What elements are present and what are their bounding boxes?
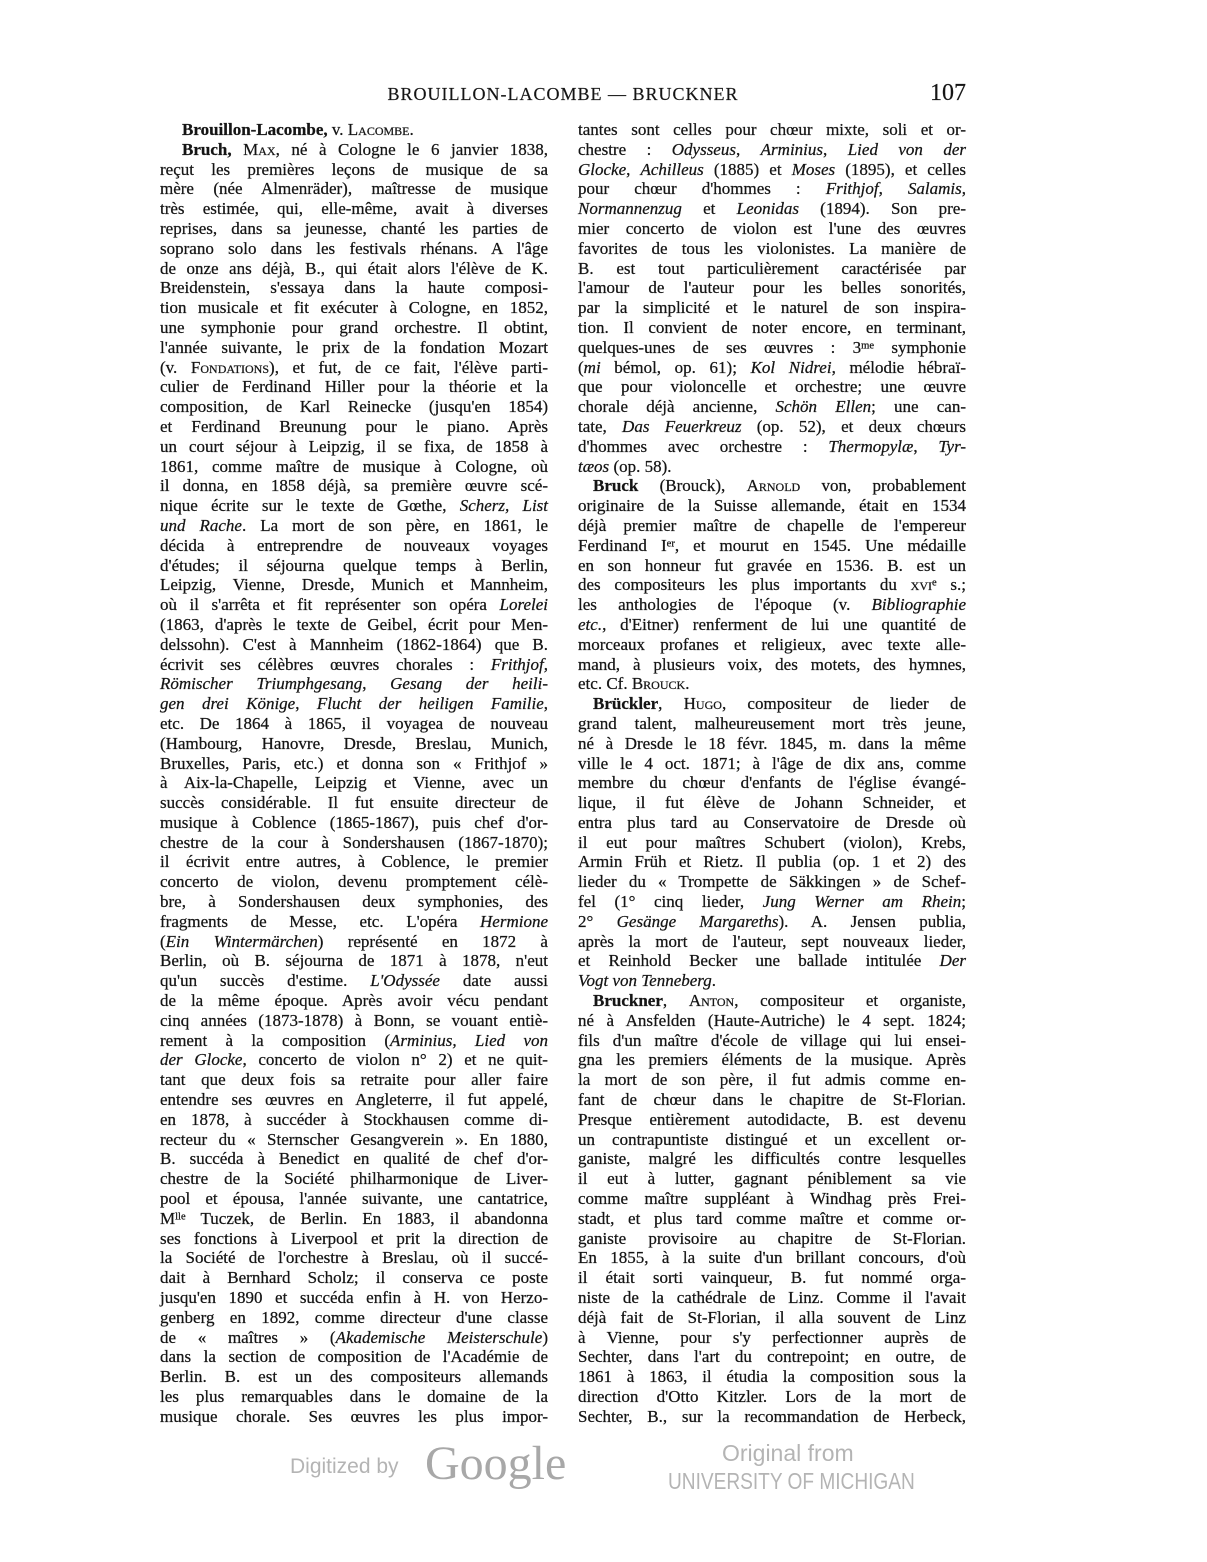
text-run: , compositeur et organiste, [734, 991, 967, 1011]
text-run: , [823, 139, 848, 159]
text-line: de la même époque. Après avoir vécu pendant [160, 991, 548, 1011]
text-run: , [295, 694, 317, 714]
text-line: (1863, d'après le texte de Geibel, écrit pour Men- [160, 614, 548, 634]
text-run: etc. Cf. [578, 674, 632, 694]
italic-title: Ein Wintermärchen [165, 931, 318, 951]
text-line: en 1878, à succéder à Stockhausen comme di- [160, 1109, 548, 1129]
text-line: Breidenstein, s'essaya dans la haute composi- [160, 278, 548, 298]
text-line: de onze ans déjà, B., qui était alors l'élève de K. [160, 258, 548, 278]
text-line: né à Ansfelden (Haute-Autriche) le 4 sept. 1824; [578, 1010, 966, 1030]
text-line [578, 912, 966, 932]
text-run: (1894). Son pre- [798, 199, 966, 219]
text-line: né à Dresde le 18 févr. 1845, m. dans la même [578, 733, 966, 753]
text-line: la Société de l'orchestre à Breslau, où il succé- [160, 1248, 548, 1268]
text-line [578, 674, 966, 694]
text-line: ganiste, malgré les difficultés contre lesquelles [578, 1149, 966, 1169]
text-line: chestre de la cour à Sondershausen (1867-1870); [160, 832, 548, 852]
text-run: pour chœur d'hommes : [578, 179, 826, 199]
text-line [578, 437, 966, 457]
text-run: ) [542, 1327, 548, 1347]
text-run: des compositeurs les plus importants du [578, 575, 911, 595]
italic-title: Frithjof [825, 179, 879, 199]
text-line: il eut pour maîtres Schubert (violon), Krebs, [578, 832, 966, 852]
text-run: rement à la composition ( [160, 1030, 390, 1050]
text-run: ; une can- [871, 397, 966, 417]
text-line [578, 951, 966, 971]
text-run: . La mort de son père, en 1861, le [241, 515, 548, 535]
text-line: Armin Früh et Rietz. Il publia (op. 1 et 2) des [578, 852, 966, 872]
entry-bruck [578, 476, 966, 694]
text-line: culier de Ferdinand Hiller pour la théorie et la [160, 377, 548, 397]
text-line: dait à Bernhard Scholz; il conserva ce poste [160, 1268, 548, 1288]
text-run: 2° [578, 911, 617, 931]
text-line: tion. Il convient de noter encore, en terminant, [578, 317, 966, 337]
italic-title: Glocke [578, 159, 627, 179]
text-line: lique, il fut élève de Johann Schneider, et [578, 793, 966, 813]
text-line: tion musicale et fit exécuter à Cologne, en 1852, [160, 298, 548, 318]
text-run: chestre : [578, 139, 672, 159]
text-run: . [409, 120, 414, 139]
italic-title: etc. [578, 614, 603, 634]
text-run: v. [327, 120, 348, 139]
text-line: décida à entreprendre de nouveaux voyages [160, 535, 548, 555]
text-line: il était sorti vainqueur, B. fut nommé orga- [578, 1268, 966, 1288]
superscript: me [861, 340, 875, 352]
text-line: succès considérable. Il fut ensuite directeur de [160, 793, 548, 813]
running-title: BROUILLON-LACOMBE — BRUCKNER [387, 84, 739, 104]
italic-title: Odysseus [671, 139, 736, 159]
text-run: , [735, 139, 761, 159]
text-line: que pour violoncelle et orchestre; une œuvre [578, 377, 966, 397]
headword: Brückler [593, 694, 659, 714]
text-run: (1885) et [703, 159, 792, 179]
italic-title: mi [583, 357, 601, 377]
italic-title: gen drei Könige [160, 694, 296, 714]
text-line: delssohn). C'est à Mannheim (1862-1864) que B. [160, 634, 548, 654]
entry-bruch [160, 140, 548, 1427]
text-line [578, 476, 966, 496]
text-line: il eut à lutter, gagnant péniblement sa vie [578, 1169, 966, 1189]
text-line [160, 516, 548, 536]
text-line [578, 199, 966, 219]
text-line: 1861 à 1863, il étudia la composition sous la [578, 1367, 966, 1387]
text-run: (op. 52), et deux chœurs [741, 416, 966, 436]
right-column [578, 120, 966, 1427]
text-run: et Reinhold Becker une ballade intitulée [578, 951, 940, 971]
italic-title: Jung Werner am Rhein [762, 892, 962, 912]
text-line: favorites de tous les violonistes. La manière de [578, 238, 966, 258]
text-line [578, 179, 966, 199]
text-line: gna les premiers éléments de la musique. Après [578, 1050, 966, 1070]
italic-title: Der [939, 951, 966, 971]
text-line: grand talent, malheureusement mort très jeune, [578, 713, 966, 733]
text-run: , [662, 991, 689, 1011]
text-line [160, 1328, 548, 1348]
text-line: dans la section de composition de l'Académie de [160, 1347, 548, 1367]
text-run: fragments de Messe, etc. L'opéra [160, 911, 481, 931]
institution-label: UNIVERSITY OF MICHIGAN [668, 1468, 915, 1494]
text-line: tant que deux fois sa retraite pour aller faire [160, 1070, 548, 1090]
text-run: de « maîtres » ( [160, 1327, 336, 1347]
small-caps-name: Fondations [190, 357, 270, 377]
original-from-label: Original from [722, 1440, 854, 1466]
italic-title: Salamis [907, 179, 962, 199]
italic-title: Thermopylæ [828, 436, 914, 456]
text-line: très estimée, qui, elle-même, avait à diverses [160, 199, 548, 219]
text-line: par la simplicité et le naturel de son inspira- [578, 298, 966, 318]
text-line [578, 358, 966, 378]
italic-title: Lied von der [847, 139, 967, 159]
text-line: mier concerto de violon est l'une des œuvres [578, 218, 966, 238]
text-run: , [913, 436, 939, 456]
text-line [160, 932, 548, 952]
text-line: lieder du « Trompette de Säkkingen » de Schef- [578, 872, 966, 892]
text-run: , [961, 179, 966, 199]
text-line: originaire de la Suisse allemande, était en 1534 [578, 496, 966, 516]
text-line: les plus remarquables dans le domaine de la [160, 1387, 548, 1406]
text-line: tantes sont celles pour chœur mixte, soli et or- [578, 120, 966, 139]
text-line [578, 615, 966, 635]
text-line: un contrapuntiste distingué et un excellent or- [578, 1129, 966, 1149]
italic-title: Moses [791, 159, 836, 179]
text-run: , [878, 179, 908, 199]
text-run: (op. 58). [609, 456, 672, 476]
entry-bruch-continued [578, 120, 966, 476]
text-run: quelques-unes de ses œuvres : 3 [578, 337, 862, 357]
text-run: où il s'arrêta et fit représenter son opéra [160, 595, 500, 615]
text-run: ) représenté en 1872 à [317, 931, 548, 951]
text-line: soprano solo dans les festivals rhénans. A l'âge [160, 238, 548, 258]
text-line: cinq années (1873-1878) à Bonn, se vouant entiè- [160, 1010, 548, 1030]
text-line [160, 674, 548, 694]
text-run: , d'Eitner) renferment de lui une quantité de [602, 614, 966, 634]
text-line: reprises, dans sa jeunesse, chanté les parties de [160, 218, 548, 238]
italic-title: Achilleus [640, 159, 704, 179]
text-line: morceaux profanes et religieux, avec texte alle- [578, 634, 966, 654]
text-line: musique chorale. Ses œuvres les plus impor- [160, 1406, 548, 1426]
text-line: d'études; il séjourna quelque temps à Berlin, [160, 555, 548, 575]
text-line [160, 694, 548, 714]
text-line: Berlin, où B. séjourna de 1871 à 1878, n'eut [160, 951, 548, 971]
text-line: genberg en 1892, comme directeur d'une classe [160, 1307, 548, 1327]
text-line: à Aix-la-Chapelle, Leipzig et Vienne, avec un [160, 773, 548, 793]
text-run: ; [961, 892, 966, 912]
headword: Bruckner [593, 991, 663, 1011]
left-column [160, 120, 548, 1427]
text-run: . [711, 971, 717, 991]
small-caps-name: xvi [910, 575, 932, 595]
superscript: e [931, 577, 937, 589]
text-line: déjà fait de St-Florian, il alla souvent de Linz [578, 1307, 966, 1327]
text-line: chestre de la Société philharmonique de Liver- [160, 1169, 548, 1189]
text-line [160, 120, 548, 140]
text-line: fant de chœur dans le chapitre de St-Florian. [578, 1090, 966, 1110]
text-line: en son honneur fut gravée en 1536. B. est un [578, 555, 966, 575]
text-run: s.; [936, 575, 966, 595]
text-line: ganiste provisoire au chapitre de St-Florian. [578, 1228, 966, 1248]
text-line [160, 358, 548, 378]
google-logo: Google [425, 1437, 567, 1490]
text-line: direction d'Otto Kitzler. Lors de la mort de [578, 1387, 966, 1406]
text-line: recteur du « Sternscher Gesangverein ». En 1880, [160, 1129, 548, 1149]
small-caps-name: Max [243, 139, 276, 159]
text-run: , né à Cologne le 6 janvier 1838, [275, 139, 549, 159]
text-line: B. est tout particulièrement caractérisée par [578, 258, 966, 278]
text-line: bre, à Sondershausen deux symphonies, des [160, 892, 548, 912]
text-line [578, 457, 966, 477]
text-run: les anthologies de l'époque (v. [578, 595, 872, 615]
small-caps-name: Arnold [746, 476, 801, 496]
text-line: concerto de violon, devenu promptement célè- [160, 872, 548, 892]
italic-title: Gesang der heili- [390, 674, 549, 694]
text-run: , [658, 694, 684, 714]
small-caps-name: Anton [688, 991, 735, 1011]
text-line: un court séjour à Leipzig, il se fixa, de 1858 à [160, 436, 548, 456]
text-run: ), et fut, de ce fait, l'élève parti- [269, 357, 548, 377]
text-run: , concerto de violon n° 2) et ne quit- [242, 1050, 548, 1070]
entry-bruckler [578, 694, 966, 991]
text-run: fel (1° cinq lieder, [578, 892, 763, 912]
text-run: , [543, 694, 549, 714]
text-line [578, 971, 966, 991]
italic-title: Normannenzug [578, 199, 682, 219]
text-run: et [681, 199, 737, 219]
headword: Bruck [593, 476, 639, 496]
text-line: entendre ses œuvres en Angleterre, il fut appelé, [160, 1090, 548, 1110]
text-line [160, 496, 548, 516]
text-run: symphonie [874, 337, 966, 357]
small-caps-name: Brouck [631, 674, 686, 694]
italic-title: Schön Ellen [775, 397, 872, 417]
text-line: niste de la cathédrale de Linz. Comme il l'avait [578, 1288, 966, 1308]
text-line [578, 892, 966, 912]
text-line [160, 1050, 548, 1070]
italic-title: Gesänge Margareths [616, 911, 779, 931]
text-line [578, 160, 966, 180]
text-line: déjà premier maître de chapelle de l'empereur [578, 515, 966, 535]
text-line [160, 971, 548, 991]
text-line: ville le 4 oct. 1871; à l'âge de dix ans, comme [578, 753, 966, 773]
text-line: Sechter, dans l'art du contrepoint; en outre, de [578, 1347, 966, 1367]
italic-title: Arminius [760, 139, 824, 159]
italic-title: Das Feuerkreuz [622, 416, 742, 436]
text-line: Bruxelles, Paris, etc.) et donna son « Frithjof » [160, 753, 548, 773]
text-run: bémol, op. 61); [600, 357, 751, 377]
text-line: l'amour de l'auteur pour les belles sonorités, [578, 278, 966, 298]
text-run: (Brouck), [638, 476, 747, 496]
text-run: chorale déjà ancienne, [578, 397, 776, 417]
italic-title: und Rache [160, 515, 242, 535]
italic-title: Lorelei [499, 595, 548, 615]
entry-brouillon-lacombe [160, 120, 548, 140]
text-line: Presque entièrement autodidacte, B. est devenu [578, 1109, 966, 1129]
text-line: une symphonie pour grand orchestre. Il obtint, [160, 317, 548, 337]
text-run: Tuczek, de Berlin. En 1883, il abandonna [185, 1208, 548, 1228]
text-run: (v. [160, 357, 191, 377]
text-line: jusqu'en 1890 et succéda enfin à H. von Herzo- [160, 1288, 548, 1308]
text-line: B. succéda à Benedict en qualité de chef d'or- [160, 1149, 548, 1169]
text-line [578, 991, 966, 1011]
text-line: mand, à plusieurs voix, des motets, des hymnes, [578, 654, 966, 674]
italic-title: Vogt von Tenneberg [578, 971, 712, 991]
text-run: (1895), et celles [835, 159, 967, 179]
text-line [160, 655, 548, 675]
text-run: ( [578, 357, 584, 377]
text-line: membre du chœur d'enfants de l'église évangé- [578, 773, 966, 793]
italic-title: Römischer Triumphgesang [160, 674, 363, 694]
text-line: etc. De 1864 à 1865, il voyagea de nouveau [160, 713, 548, 733]
text-line: ses fonctions à Liverpool et prit la direction de [160, 1228, 548, 1248]
text-line [578, 595, 966, 615]
text-run: , compositeur de lieder de [721, 694, 967, 714]
text-line [160, 595, 548, 615]
text-line: l'année suivante, le prix de la fondation Mozart [160, 337, 548, 357]
italic-title: Hermione [480, 911, 548, 931]
text-line: Leipzig, Vienne, Dresde, Munich et Mannheim, [160, 575, 548, 595]
text-line: reçut les premières leçons de musique de sa [160, 159, 548, 179]
entry-bruckner [578, 991, 966, 1427]
text-line [578, 536, 966, 556]
text-run [232, 140, 244, 159]
text-line: pool et épousa, l'année suivante, une cantatrice, [160, 1189, 548, 1209]
italic-title: tæos [578, 456, 610, 476]
text-line: fils d'un maître d'école de village qui lui ensei- [578, 1030, 966, 1050]
italic-title: Flucht der heiligen Familie [316, 694, 544, 714]
text-line: à Vienne, pour s'y perfectionner auprès de [578, 1327, 966, 1347]
text-run: qu'un succès d'estime. [160, 971, 371, 991]
text-run: Ferdinand I [578, 535, 667, 555]
small-caps-name: Lacombe [347, 120, 410, 139]
text-line: musique à Coblence (1865-1867), puis chef d'or- [160, 812, 548, 832]
small-caps-name: Hugo [683, 694, 722, 714]
italic-title: Frithjof, [490, 654, 548, 674]
text-line: il donna, en 1858 déjà, sa première œuvre scé- [160, 476, 548, 496]
headword: Bruch, [182, 139, 232, 159]
text-line: (Hambourg, Hanovre, Dresde, Breslau, Munich, [160, 733, 548, 753]
italic-title: Tyr- [938, 436, 967, 456]
superscript: er [666, 538, 675, 550]
text-run: . [685, 674, 690, 694]
text-line: Berlin. B. est un des compositeurs allemands [160, 1367, 548, 1387]
superscript: lle [175, 1211, 186, 1223]
text-run: ). A. Jensen publia, [778, 911, 966, 931]
text-line [160, 1209, 548, 1229]
text-line [160, 912, 548, 932]
text-line [578, 575, 966, 595]
text-line: la mort de son père, il fut admis comme en- [578, 1070, 966, 1090]
text-line: composition, de Karl Reinecke (jusqu'en 1854) [160, 397, 548, 417]
text-run: écrivit ses célèbres œuvres chorales : [160, 654, 491, 674]
text-line: 1861, comme maître de musique à Cologne, où [160, 456, 548, 476]
text-line [578, 417, 966, 437]
text-line [578, 694, 966, 714]
text-run: tate, [578, 416, 623, 436]
italic-title: der Glocke [160, 1050, 243, 1070]
text-line: En 1855, à la suite d'un brillant concours, d'où [578, 1248, 966, 1268]
text-run: , [362, 674, 391, 694]
text-run: date aussi [439, 971, 548, 991]
text-run: d'hommes avec orchestre : [578, 436, 829, 456]
page-number: 107 [930, 80, 966, 106]
text-run: von, probablement [800, 476, 967, 496]
italic-title: Scherz, List [459, 496, 549, 516]
text-line: stadt, et plus tard comme maître et comme or- [578, 1208, 966, 1228]
text-run: ( [160, 931, 166, 951]
text-line: mère (née Almenräder), maîtresse de musique [160, 179, 548, 199]
italic-title: Arminius, Lied von [390, 1030, 548, 1050]
italic-title: Kol Nidrei [750, 357, 832, 377]
text-line [578, 338, 966, 358]
text-run: , [626, 159, 641, 179]
text-run: nique écrite sur le texte de Gœthe, [160, 496, 460, 516]
text-line: il écrivit entre autres, à Coblence, le premier [160, 852, 548, 872]
italic-title: Bibliographie [871, 595, 966, 615]
digitized-by-label: Digitized by [290, 1455, 399, 1478]
text-run: , mélodie hébraï- [831, 357, 966, 377]
italic-title: Leonidas [736, 199, 799, 219]
text-line: et Ferdinand Breunung pour le piano. Après [160, 416, 548, 436]
text-line: comme maître suppléant à Windhag près Frei- [578, 1189, 966, 1209]
headword: Brouillon-Lacombe, [182, 120, 328, 139]
italic-title: L'Odyssée [370, 971, 440, 991]
text-line [160, 140, 548, 160]
text-run: , et mourut en 1545. Une médaille [674, 535, 966, 555]
text-line: entra plus tard au Conservatoire de Dresde où [578, 812, 966, 832]
text-line: Sechter, B., sur la recommandation de Herbeck, [578, 1406, 966, 1426]
text-line [160, 1031, 548, 1051]
text-line [578, 140, 966, 160]
text-line [578, 397, 966, 417]
text-line: après la mort de l'auteur, sept nouveaux lieder, [578, 931, 966, 951]
text-run: M [160, 1208, 176, 1228]
italic-title: Akademische Meisterschule [335, 1327, 543, 1347]
